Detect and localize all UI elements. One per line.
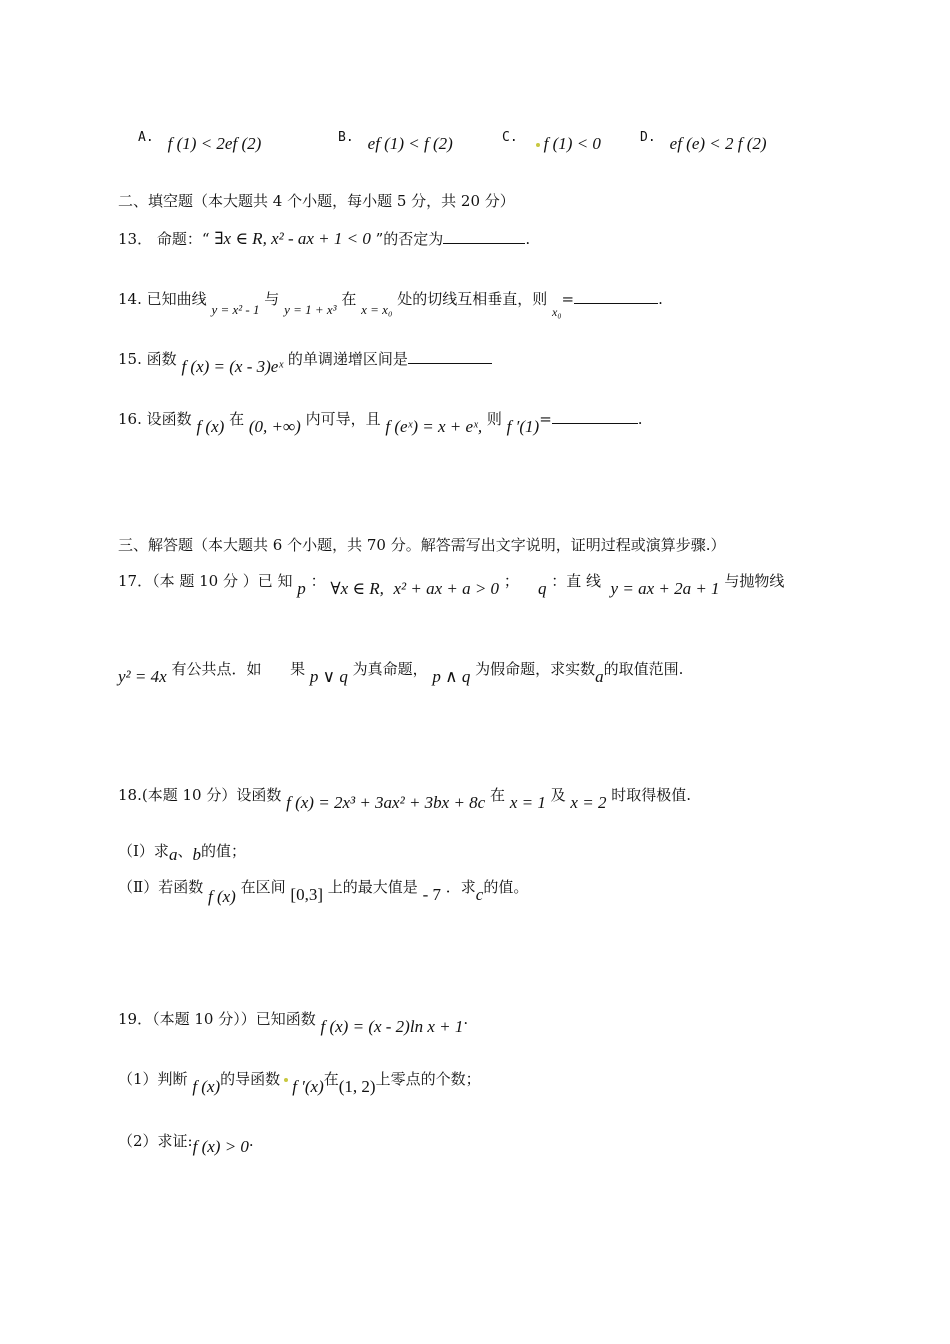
formula: y = ax + 2a + 1 — [610, 579, 720, 598]
dot-mark — [284, 1078, 288, 1082]
formula: a — [168, 845, 178, 864]
formula: x² + ax + a > 0 — [393, 579, 500, 598]
question-text: 果 — [290, 660, 306, 678]
question-number: 14. — [118, 290, 142, 308]
option-b — [338, 130, 453, 154]
formula: ∃x ∈ R, x² - ax + 1 < 0 — [214, 229, 371, 248]
formula: (1, 2) — [338, 1077, 376, 1096]
question-text: 命题：“ — [156, 230, 210, 248]
formula: p ∧ q — [432, 667, 471, 686]
question-text: 上零点的个数； — [375, 1070, 481, 1088]
dot-mark — [536, 143, 540, 147]
formula: p ∨ q — [309, 667, 348, 686]
question-text: 在 — [229, 410, 245, 428]
option-a — [138, 130, 262, 154]
formula: a — [595, 667, 604, 686]
question-text: 的导函数 — [220, 1070, 281, 1088]
formula: b — [192, 845, 201, 864]
question-number: 16. — [118, 410, 142, 428]
question-text: （1）判断 — [118, 1070, 188, 1088]
question-text: （2）求证: — [118, 1132, 193, 1150]
question-19-part-1 — [118, 1068, 481, 1096]
question-text: 的值。 — [483, 878, 529, 896]
question-text: 在 — [490, 786, 506, 804]
formula: c — [475, 885, 484, 904]
formula: f (x) — [207, 887, 236, 906]
question-number: 13． — [118, 230, 153, 248]
option-expr: ef (1) < f (2) — [367, 134, 453, 153]
section-title: 三、解答题（本大题共 6 个小题，共 70 分。解答需写出文字说明，证明过程或演算步骤.） — [118, 536, 726, 554]
option-d — [640, 130, 767, 154]
formula: q — [537, 579, 547, 598]
question-number: 15. — [118, 350, 142, 368]
formula: (0, +∞) — [248, 417, 301, 436]
question-17-cont — [118, 658, 684, 686]
question-number: 19．（本题 10 分））已知函数 — [118, 1010, 316, 1028]
option-expr: ef (e) < 2 f (2) — [669, 134, 767, 153]
formula: x₀ — [552, 305, 562, 319]
formula: y² = 4x — [118, 667, 167, 686]
question-text: ：直 线 — [551, 572, 601, 590]
question-text: 为假命题，求实数 — [475, 660, 596, 678]
equals: = — [561, 290, 575, 308]
question-text: 在区间 — [240, 878, 286, 896]
formula: x = 1 — [509, 793, 546, 812]
punct: . — [637, 410, 643, 428]
answer-blank — [443, 229, 525, 244]
question-15 — [118, 348, 492, 376]
question-text: 已知曲线 — [146, 290, 207, 308]
question-14 — [118, 288, 663, 319]
punct: . — [248, 1132, 254, 1150]
punct: . — [525, 230, 531, 248]
question-text: 及 — [550, 786, 566, 804]
question-text: （Ⅰ）求 — [118, 842, 169, 860]
question-text: ”的否定为 — [375, 230, 444, 248]
question-number: 17．（本 题 10 分 ）已 知 — [118, 572, 293, 590]
question-text: 的值； — [200, 842, 246, 860]
question-19 — [118, 1008, 469, 1036]
question-18-part-1 — [118, 840, 246, 864]
question-17 — [118, 570, 785, 598]
answer-blank — [552, 409, 638, 424]
question-text: 上的最大值是 — [327, 878, 418, 896]
option-c — [502, 130, 601, 154]
formula: f (x) — [192, 1077, 221, 1096]
question-text: 时取得极值. — [611, 786, 692, 804]
question-text: ．求 — [445, 878, 476, 896]
formula: f ′(x) — [292, 1077, 324, 1096]
question-13 — [118, 228, 530, 249]
question-text: 函数 — [146, 350, 177, 368]
formula: f (x) = (x - 2)ln x + 1 — [320, 1017, 464, 1036]
question-text: 内可导，且 — [305, 410, 381, 428]
question-text: 为真命题， — [352, 660, 428, 678]
option-expr: f (1) < 0 — [543, 134, 601, 153]
question-text: 设函数 — [146, 410, 192, 428]
punct: . — [658, 290, 663, 308]
formula: f ′(1) — [506, 417, 540, 436]
punct: . — [463, 1010, 469, 1028]
option-label: A. — [138, 130, 154, 145]
formula: y = 1 + x³ — [284, 302, 337, 317]
question-text: 与抛物线 — [724, 572, 785, 590]
option-expr: f (1) < 2ef (2) — [167, 134, 262, 153]
formula: x = x₀ — [361, 302, 393, 317]
formula: [0,3] — [290, 885, 323, 904]
formula: ∀x ∈ R, — [330, 579, 384, 598]
question-text: 则 — [486, 410, 502, 428]
question-18 — [118, 784, 692, 812]
formula: f (x) = (x - 3)eˣ — [181, 357, 284, 376]
formula: y = x² - 1 — [211, 302, 260, 317]
formula: f (x) = 2x³ + 3ax² + 3bx + 8c — [286, 793, 486, 812]
question-text: 、 — [177, 842, 193, 860]
question-text: ； — [503, 572, 519, 590]
formula: f (x) > 0 — [192, 1137, 249, 1156]
formula: p — [297, 579, 306, 598]
question-text: （Ⅱ）若函数 — [118, 878, 204, 896]
option-label: B. — [338, 130, 354, 145]
formula: f (x) — [196, 417, 225, 436]
question-text: ： — [310, 572, 326, 590]
answer-blank — [574, 289, 658, 304]
question-text: 在 — [341, 290, 357, 308]
question-18-part-2 — [118, 876, 529, 906]
question-16 — [118, 408, 643, 436]
section-title: 二、填空题（本大题共 4 个小题，每小题 5 分，共 20 分） — [118, 192, 515, 210]
answer-blank — [408, 349, 492, 364]
question-text: 与 — [264, 290, 280, 308]
option-label: C. — [502, 130, 518, 145]
formula: f (eˣ) = x + eˣ, — [385, 417, 483, 436]
question-text: 的取值范围. — [603, 660, 684, 678]
question-19-part-2 — [118, 1130, 254, 1156]
question-text: 有公共点．如 — [171, 660, 262, 678]
question-text: 的单调递增区间是 — [287, 350, 408, 368]
option-label: D. — [640, 130, 656, 145]
question-number: 18.(本题 10 分）设函数 — [118, 786, 282, 804]
equals: = — [539, 410, 552, 428]
formula: - 7 — [422, 885, 441, 904]
question-text: 在 — [323, 1070, 339, 1088]
question-text: 处的切线互相垂直，则 — [397, 290, 548, 308]
formula: x = 2 — [570, 793, 607, 812]
